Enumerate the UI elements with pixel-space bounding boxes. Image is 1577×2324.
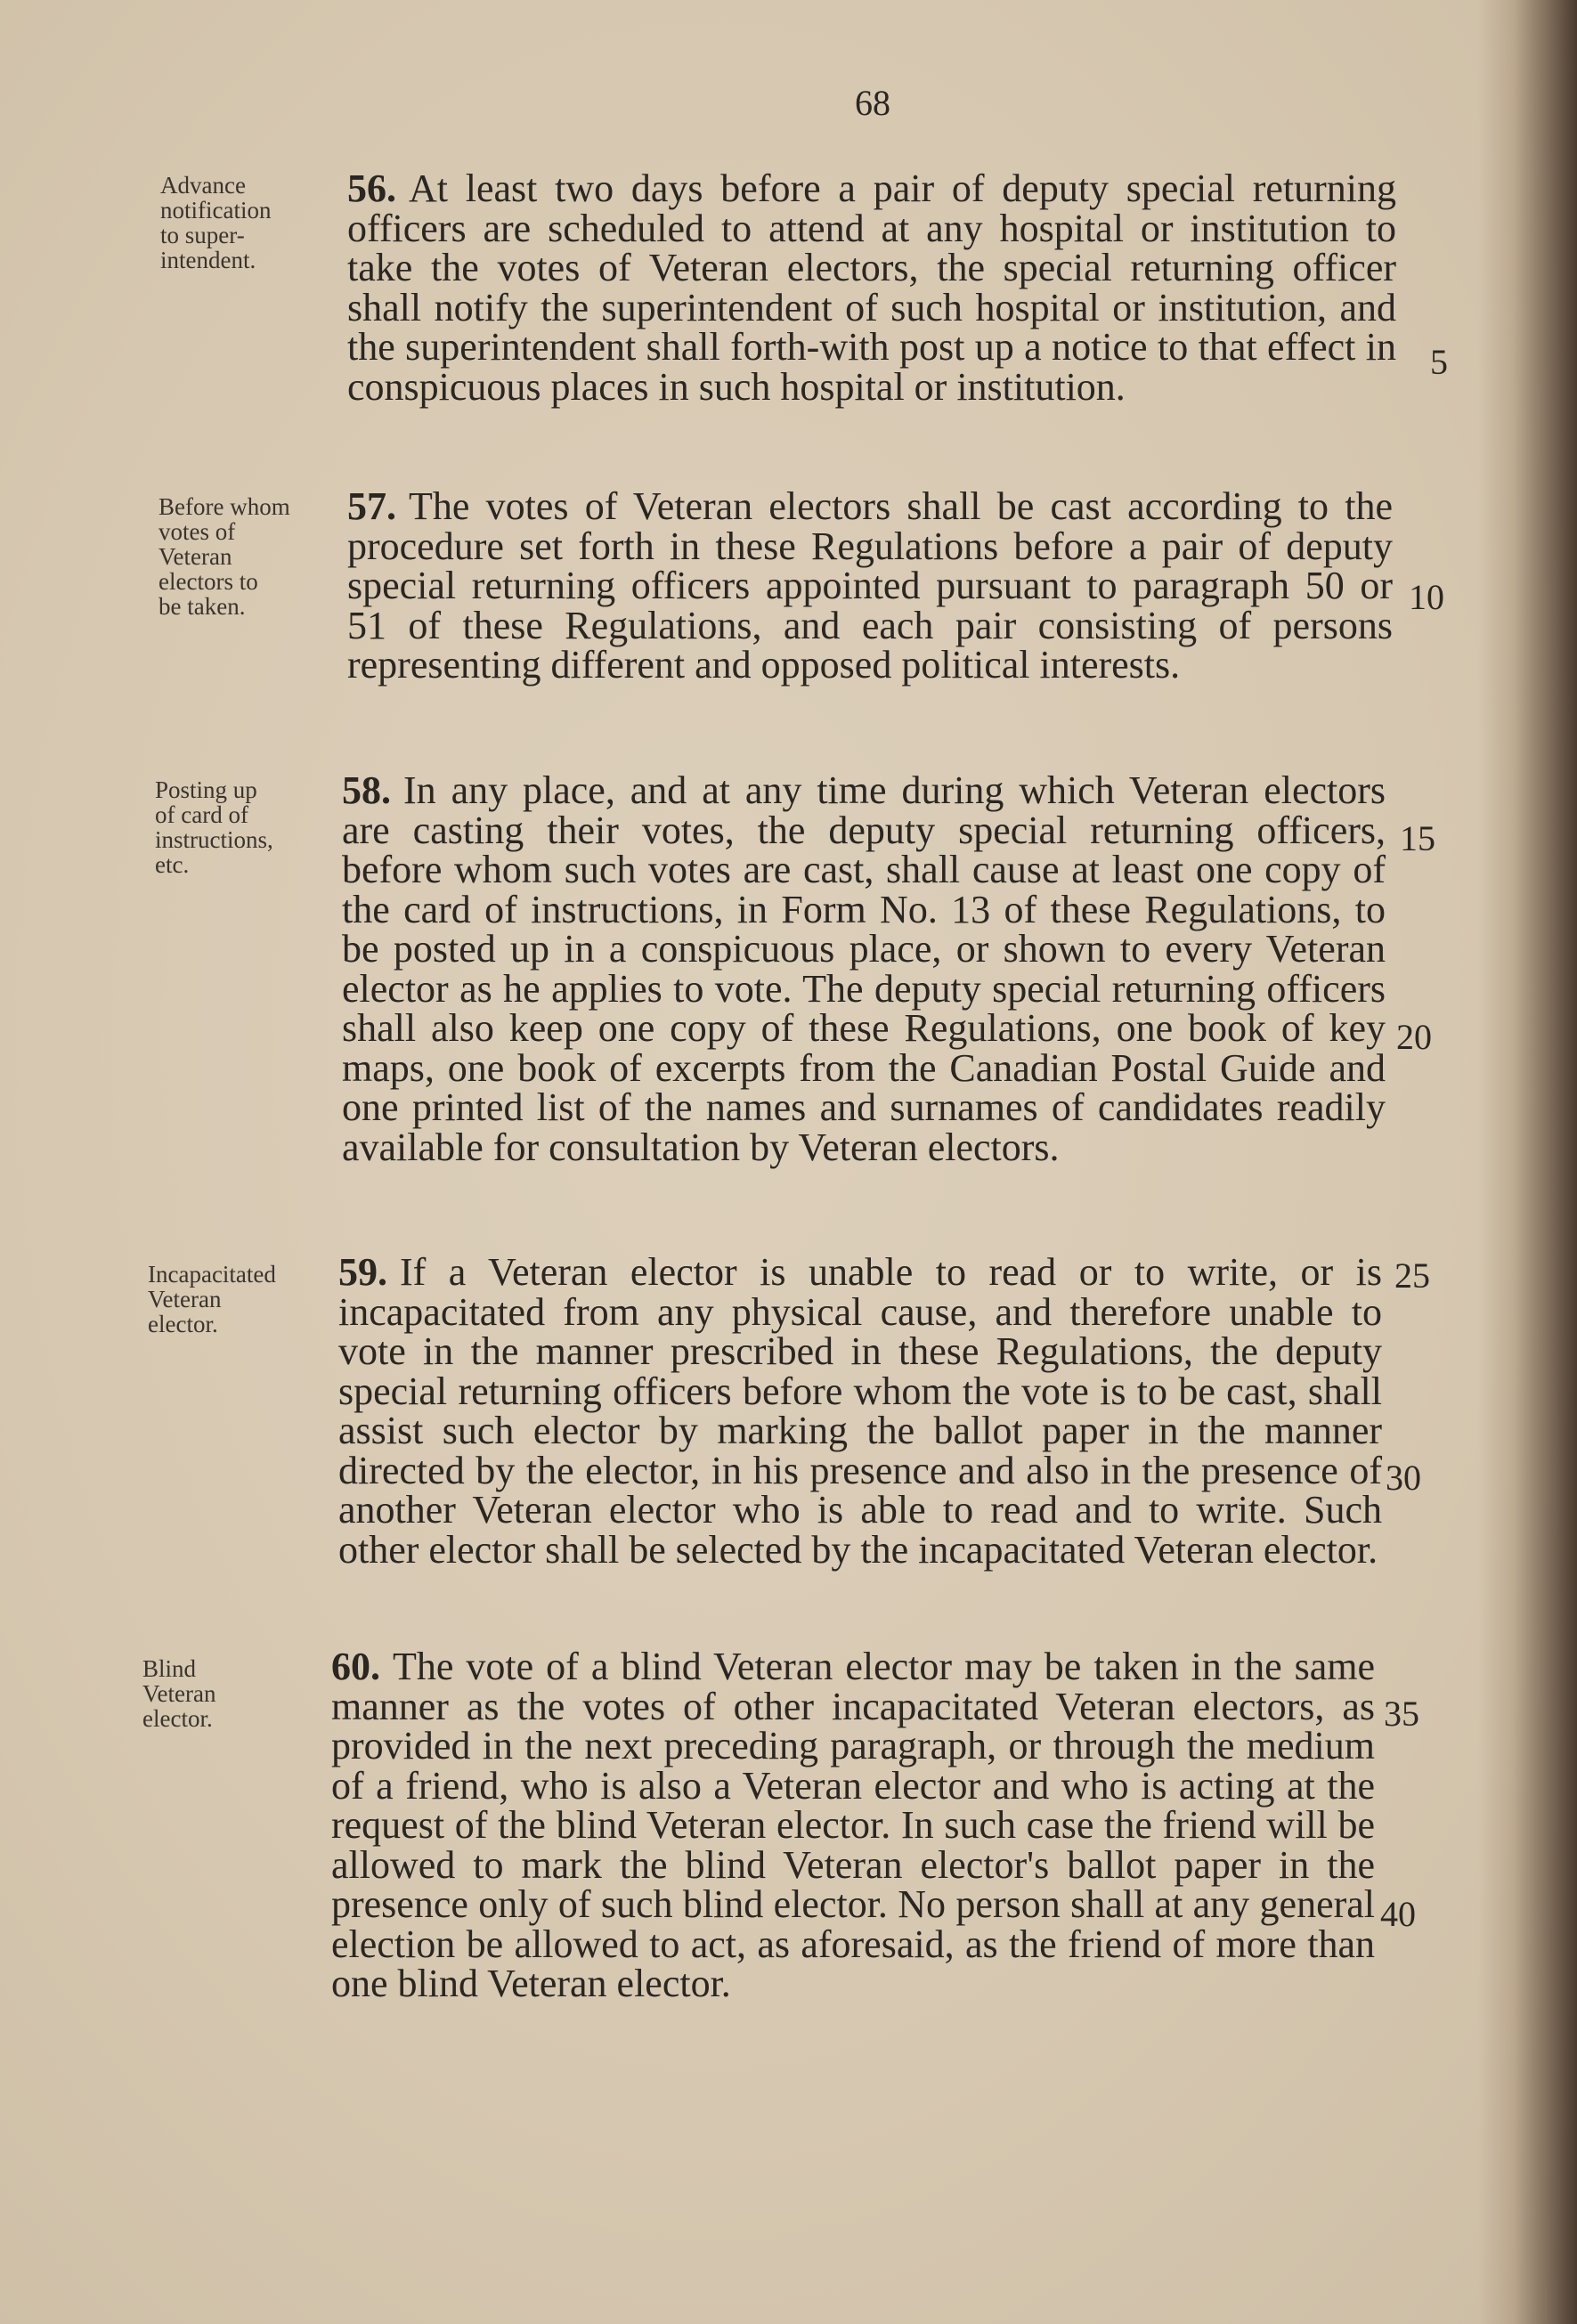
paragraph-57: [347, 484, 1393, 687]
paragraph-number-60: 60.: [331, 1645, 380, 1688]
paragraph-60: [331, 1647, 1375, 2004]
paragraph-number-57: 57.: [347, 484, 396, 528]
line-number: 5: [1430, 342, 1448, 382]
line-number: 20: [1396, 1017, 1432, 1057]
paragraph-number-59: 59.: [338, 1250, 387, 1294]
margin-note-59: Incapacitated Veteran elector.: [148, 1261, 276, 1337]
paragraph-59: [338, 1250, 1382, 1572]
paragraph-number-58: 58.: [342, 768, 391, 812]
margin-note-56: Advance notification to super- intendent.: [160, 172, 272, 273]
paragraph-text-60: The vote of a blind Veteran elector may be taken in the same manner as the votes of other incapacitated Veteran electors, as provided in the next preceding paragraph, or through the medium of a friend, who is also a Veteran elector and who is acting at the request of the blind Veteran elector. In such case the friend will be allowed to mark the blind Veteran elector's ballot paper in the presence only of such blind elector. No person shall at any general election be allowed to act, as aforesaid, as the friend of more than one blind Veteran elector.: [331, 1645, 1375, 2005]
paragraph-text-58: In any place, and at any time during which Veteran electors are casting their votes, the deputy special returning officers, before whom such votes are cast, shall cause at least one copy of the card of instructions, in Form No. 13 of these Regulations, to be posted up in a conspicuous place, or shown to every Veteran elector as he applies to vote. The deputy special returning officers shall also keep one copy of these Regulations, one book of key maps, one book of excerpts from the Canadian Postal Guide and one printed list of the names and surnames of candidates readily available for consultation by Veteran electors.: [342, 768, 1386, 1169]
line-number: 30: [1386, 1458, 1421, 1498]
line-number: 40: [1380, 1894, 1416, 1934]
paragraph-text-57: The votes of Veteran electors shall be cast according to the procedure set forth in these Regulations before a pair of deputy special returning officers appointed pursuant to paragraph 50 or 51 of these Regulations, and each pair consisting of persons representing different and opposed political interests.: [347, 484, 1393, 687]
paragraph-number-56: 56.: [347, 167, 396, 210]
page-number: 68: [855, 83, 890, 123]
margin-note-58: Posting up of card of instructions, etc.: [155, 776, 273, 878]
paragraph-text-56: At least two days before a pair of deputy special returning officers are scheduled to attend at any hospital or institution to take the votes of Veteran electors, the special returning officer shall notify the superintendent of such hospital or institution, and the superintendent shall forth-with post up a notice to that effect in conspicuous places in such hospital or institution.: [347, 167, 1396, 409]
line-number: 35: [1384, 1694, 1419, 1734]
margin-note-57: Before whom votes of Veteran electors to be taken.: [159, 493, 290, 620]
paragraph-58: [342, 768, 1386, 1169]
paragraph-text-59: If a Veteran elector is unable to read or to write, or is incapacitated from any physical cause, and therefore unable to vote in the manner prescribed in these Regulations, the deputy special returning officers before whom the vote is to be cast, shall assist such elector by marking the ballot paper in the manner directed by the elector, in his presence and also in the presence of another Veteran elector who is able to read and to write. Such other elector shall be selected by the incapacitated Veteran elector.: [338, 1250, 1382, 1572]
paragraph-56: [347, 169, 1396, 407]
line-number: 10: [1409, 577, 1444, 617]
line-number: 15: [1400, 818, 1435, 858]
margin-note-60: Blind Veteran elector.: [142, 1655, 216, 1732]
line-number: 25: [1394, 1255, 1430, 1296]
